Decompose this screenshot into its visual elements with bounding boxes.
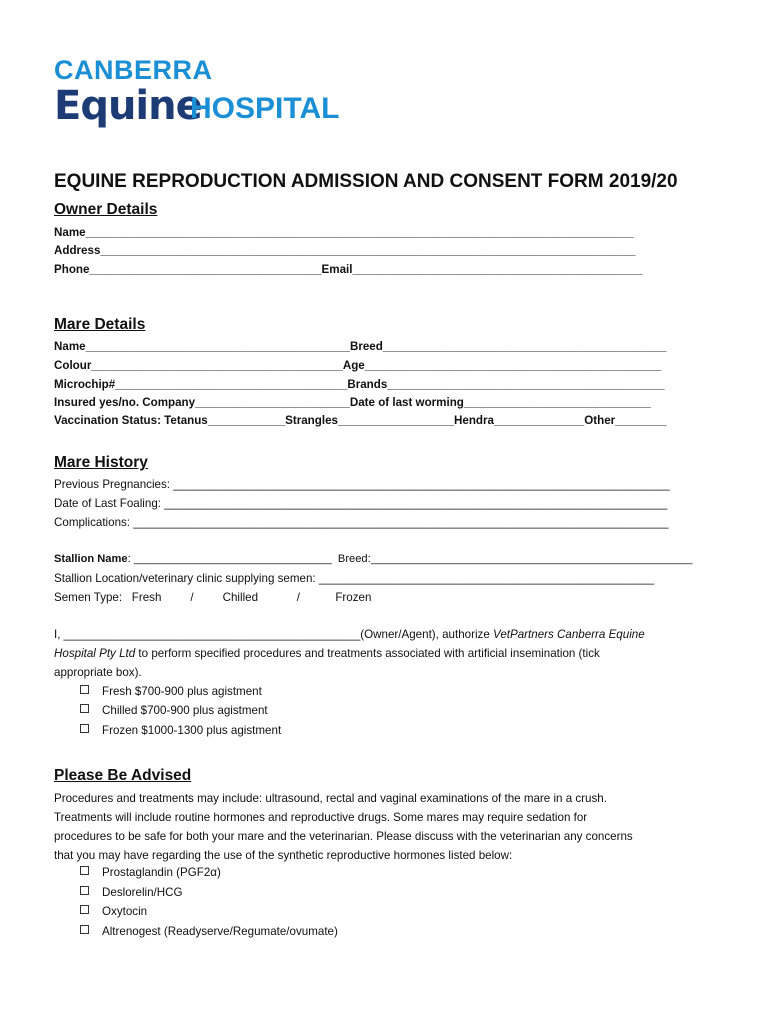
mare-colour-age-field[interactable]: Colour_______________________________________Age______________________________________________	[54, 359, 662, 372]
checkbox-deslorelin[interactable]	[80, 886, 89, 895]
hormone-label: Altrenogest (Readyserve/Regumate/ovumate)	[102, 925, 338, 938]
hormone-altrenogest[interactable]	[80, 924, 338, 939]
advised-line: procedures to be safe for both your mare and the veterinarian. Please discuss with the veterinarian any concerns	[54, 830, 633, 843]
stallion-location-field[interactable]: Stallion Location/veterinary clinic supplying semen: ____________________________________________________	[54, 572, 655, 585]
company-name-part2: Hospital Pty Ltd	[54, 647, 136, 660]
advised-line: Treatments will include routine hormones and reproductive drugs. Some mares may require sedation for	[54, 811, 588, 824]
authorization-paragraph	[54, 625, 714, 682]
authorization-text-end: appropriate box).	[54, 666, 142, 679]
mare-vaccination-field[interactable]: Vaccination Status: Tetanus____________Strangles__________________Hendra______________Other________	[54, 414, 667, 427]
logo-equine: Equine	[54, 83, 202, 129]
advised-paragraph	[54, 789, 714, 865]
last-foaling-field[interactable]: Date of Last Foaling: ______________________________________________________________________________	[54, 497, 668, 510]
logo-hospital: HOSPITAL	[190, 92, 340, 125]
hormone-label: Prostaglandin (PGF2α)	[102, 866, 221, 879]
option-chilled[interactable]	[80, 703, 268, 718]
mare-details-heading: Mare Details	[54, 316, 146, 333]
advised-heading: Please Be Advised	[54, 767, 192, 784]
owner-details-heading: Owner Details	[54, 201, 158, 218]
previous-pregnancies-field[interactable]: Previous Pregnancies: _____________________________________________________________________________	[54, 478, 670, 491]
owner-name-field[interactable]: Name_____________________________________________________________________________________	[54, 226, 634, 239]
option-frozen[interactable]	[80, 723, 281, 738]
hospital-logo	[54, 56, 354, 136]
stallion-name-label: Stallion Name	[54, 553, 128, 565]
logo-canberra: CANBERRA	[54, 55, 213, 85]
checkbox-prostaglandin[interactable]	[80, 866, 89, 875]
mare-history-heading: Mare History	[54, 454, 148, 471]
owner-agent-field[interactable]: I, ______________________________________________(Owner/Agent), authorize	[54, 628, 494, 641]
checkbox-altrenogest[interactable]	[80, 925, 89, 934]
owner-address-field[interactable]: Address___________________________________________________________________________________	[54, 244, 636, 257]
hormone-deslorelin[interactable]	[80, 885, 183, 900]
hormone-label: Deslorelin/HCG	[102, 886, 183, 899]
option-chilled-label: Chilled $700-900 plus agistment	[102, 704, 268, 717]
stallion-name-line[interactable]	[54, 552, 692, 567]
form-title: EQUINE REPRODUCTION ADMISSION AND CONSENT FORM 2019/20	[54, 171, 678, 192]
stallion-name-breed-field[interactable]: : ________________________________ Breed:____________________________________________________	[127, 553, 693, 565]
owner-phone-email-field[interactable]: Phone____________________________________Email_____________________________________________	[54, 263, 643, 276]
authorization-text: to perform specified procedures and treatments associated with artificial insemination (tick	[135, 647, 600, 660]
option-fresh[interactable]	[80, 684, 262, 699]
advised-line: that you may have regarding the use of the synthetic reproductive hormones listed below:	[54, 849, 513, 862]
checkbox-fresh[interactable]	[80, 685, 89, 694]
option-fresh-label: Fresh $700-900 plus agistment	[102, 685, 262, 698]
checkbox-frozen[interactable]	[80, 724, 89, 733]
company-name-part1: VetPartners Canberra Equine	[493, 628, 645, 641]
complications-field[interactable]: Complications: ___________________________________________________________________________________	[54, 516, 669, 529]
checkbox-chilled[interactable]	[80, 704, 89, 713]
mare-insurance-worming-field[interactable]: Insured yes/no. Company________________________Date of last worming_____________________________	[54, 396, 651, 409]
semen-type-line: Semen Type: Fresh / Chilled / Frozen	[54, 591, 372, 604]
hormone-label: Oxytocin	[102, 905, 148, 918]
option-frozen-label: Frozen $1000-1300 plus agistment	[102, 724, 282, 737]
hormone-prostaglandin[interactable]	[80, 865, 221, 880]
advised-line: Procedures and treatments may include: ultrasound, rectal and vaginal examinations of the mare in a crush.	[54, 792, 607, 805]
checkbox-oxytocin[interactable]	[80, 905, 89, 914]
mare-name-breed-field[interactable]: Name_________________________________________Breed____________________________________________	[54, 340, 667, 353]
mare-microchip-brands-field[interactable]: Microchip#____________________________________Brands___________________________________________	[54, 378, 665, 391]
hormone-oxytocin[interactable]	[80, 904, 147, 919]
